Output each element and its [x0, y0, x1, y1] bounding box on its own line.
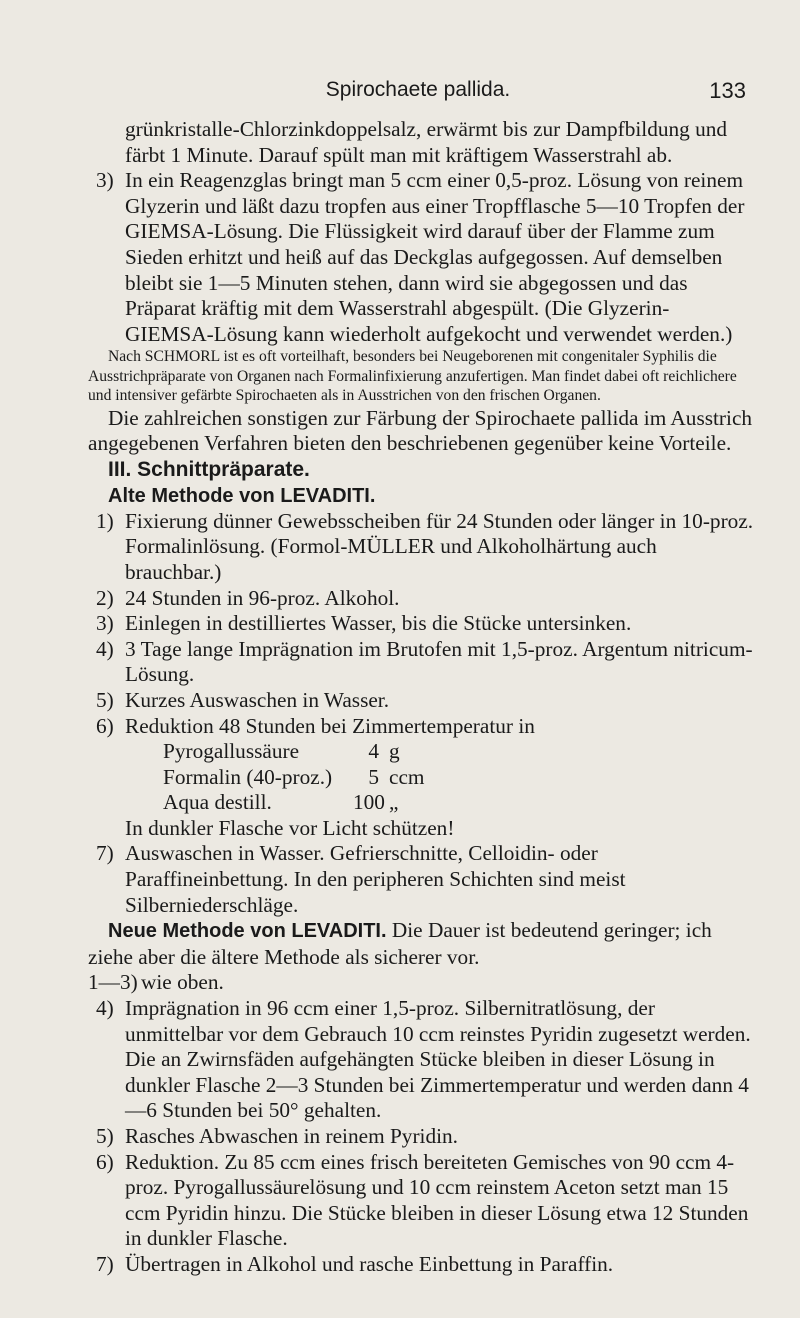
reagent-unit: „: [389, 790, 399, 815]
page-number: 133: [709, 78, 746, 103]
reagent-formula: [88, 739, 758, 816]
item-number: 5): [96, 687, 114, 712]
new-method-paragraph: [88, 918, 758, 970]
list-item: [88, 611, 758, 637]
item-text: 24 Stunden in 96-proz. Alkohol.: [125, 585, 400, 610]
list-item: [88, 586, 758, 612]
list-item: [88, 1252, 758, 1278]
item-number: 2): [96, 585, 114, 610]
page-header: [90, 78, 746, 108]
reagent-amount: 5: [368, 764, 379, 789]
item-number: 6): [96, 1149, 114, 1174]
page-body: [88, 117, 758, 1278]
item-text: Reduktion 48 Stunden bei Zimmertemperatur in: [125, 713, 535, 738]
formula-row: [163, 765, 758, 791]
formula-row: [163, 739, 758, 765]
reagent-unit: g: [389, 739, 400, 764]
reagent-amount: 4: [368, 739, 379, 764]
section-heading: III. Schnittpräparate.: [108, 457, 310, 481]
formula-note: In dunkler Flasche vor Licht schützen!: [125, 815, 455, 840]
item-text: Auswaschen in Wasser. Gefrierschnitte, Celloidin- oder Paraffineinbettung. In den peripheren Schichten sind meist Silberniederschläge.: [125, 841, 626, 917]
list-item: [88, 714, 758, 740]
item-text: In ein Reagenzglas bringt man 5 ccm einer 0,5-proz. Lösung von reinem Glyzerin und läßt dazu tropfen aus einer Tropfflasche 5—10 Tropfen der GIEMSA-Lösung. Die Flüssigkeit wird darauf über der Flamme zum Sieden erhitzt und heiß auf das Deckglas aufgegossen. Auf demselben bleibt sie 1—5 Minuten stehen, dann wird sie abgegossen und das Präparat kräftig mit dem Wasserstrahl abgespült. (Die Glyzerin-GIEMSA-Lösung kann wiederholt aufgekocht und verwendet werden.): [125, 168, 745, 346]
item-number: 1—3): [88, 970, 138, 995]
subheading-new-method: Neue Methode von LEVADITI.: [108, 920, 387, 943]
reagent-unit: ccm: [389, 764, 425, 789]
old-method-list: [88, 509, 758, 919]
subheading-old-method: Alte Methode von LEVADITI.: [108, 484, 376, 507]
item-text: Übertragen in Alkohol und rasche Einbettung in Paraffin.: [125, 1251, 614, 1276]
list-item: [88, 996, 758, 1124]
item-text: Reduktion. Zu 85 ccm eines frisch bereiteten Gemisches von 90 ccm 4-proz. Pyrogallussäurelösung und 10 ccm reinstem Aceton setzt man 15 ccm Pyridin hinzu. Die Stücke bleiben in dieser Lösung etwa 12 Stunden in dunkler Flasche.: [125, 1149, 749, 1251]
reagent-name: Aqua destill.: [163, 790, 272, 815]
item-text: 3 Tage lange Imprägnation im Brutofen mit 1,5-proz. Argentum nitricum-Lösung.: [125, 636, 753, 687]
continued-paragraph: grünkristalle-Chlorzinkdoppelsalz, erwärmt bis zur Dampfbildung und färbt 1 Minute. Darauf spült man mit kräftigem Wasserstrahl ab.: [125, 117, 728, 167]
item-number: 1): [96, 508, 114, 533]
reagent-name: Formalin (40-proz.): [163, 764, 333, 789]
list-item: [88, 1150, 758, 1252]
item-number: 3): [96, 611, 114, 636]
item-number: 4): [96, 636, 114, 661]
item-number: 7): [96, 841, 114, 866]
reagent-amount: 100: [353, 790, 385, 815]
list-item: [88, 970, 758, 996]
list-item: [88, 509, 758, 586]
list-item: [88, 1124, 758, 1150]
item-number: 3): [96, 168, 114, 193]
formula-row: [163, 790, 758, 816]
item-text: wie oben.: [141, 970, 224, 995]
running-title: Spirochaete pallida.: [325, 78, 511, 101]
new-method-list: [88, 970, 758, 1277]
item-number: 5): [96, 1124, 114, 1148]
list-item-7: [88, 841, 758, 918]
item-number: 7): [96, 1251, 114, 1276]
item-text: Kurzes Auswaschen in Wasser.: [125, 687, 390, 712]
footnote-paragraph: Nach SCHMORL ist es oft vorteilhaft, besonders bei Neugeborenen mit congenitaler Syphilis die Ausstrichpräparate von Organen nach Formalinfixierung anzufertigen. Man findet dabei oft reichlichere und intensiver gefärbte Spirochaeten als in Ausstrichen von den frischen Organen.: [88, 348, 737, 405]
item-number: 6): [96, 713, 114, 738]
item-text: Imprägnation in 96 ccm einer 1,5-proz. Silbernitratlösung, der unmittelbar vor dem Gebrauch 10 ccm reinstes Pyridin zugesetzt werden. Die an Zwirnsfäden aufgehängten Stücke bleiben in dieser Lösung in dunkler Flasche 2—3 Stunden bei Zimmertemperatur und werden dann 4—6 Stunden bei 50° gehalten.: [125, 996, 751, 1123]
new-method-intro: Die Dauer ist bedeutend geringer; ich ziehe aber die ältere Methode als sicherer vor.: [88, 918, 712, 969]
list-item: [88, 637, 758, 688]
reagent-name: Pyrogallussäure: [163, 739, 300, 764]
item-number: 4): [96, 996, 114, 1021]
item-text: Rasches Abwaschen in reinem Pyridin.: [125, 1124, 458, 1148]
list-item: [88, 688, 758, 714]
item-text: Einlegen in destilliertes Wasser, bis die Stücke untersinken.: [125, 611, 632, 636]
list-item-3: [88, 168, 758, 347]
item-text: Fixierung dünner Gewebsscheiben für 24 Stunden oder länger in 10-proz. Formalinlösung. (Formol-MÜLLER und Alkoholhärtung auch brauchbar.): [125, 508, 754, 584]
paragraph: Die zahlreichen sonstigen zur Färbung der Spirochaete pallida im Ausstrich angegebenen Verfahren bieten den beschriebenen gegenüber keine Vorteile.: [88, 405, 753, 456]
